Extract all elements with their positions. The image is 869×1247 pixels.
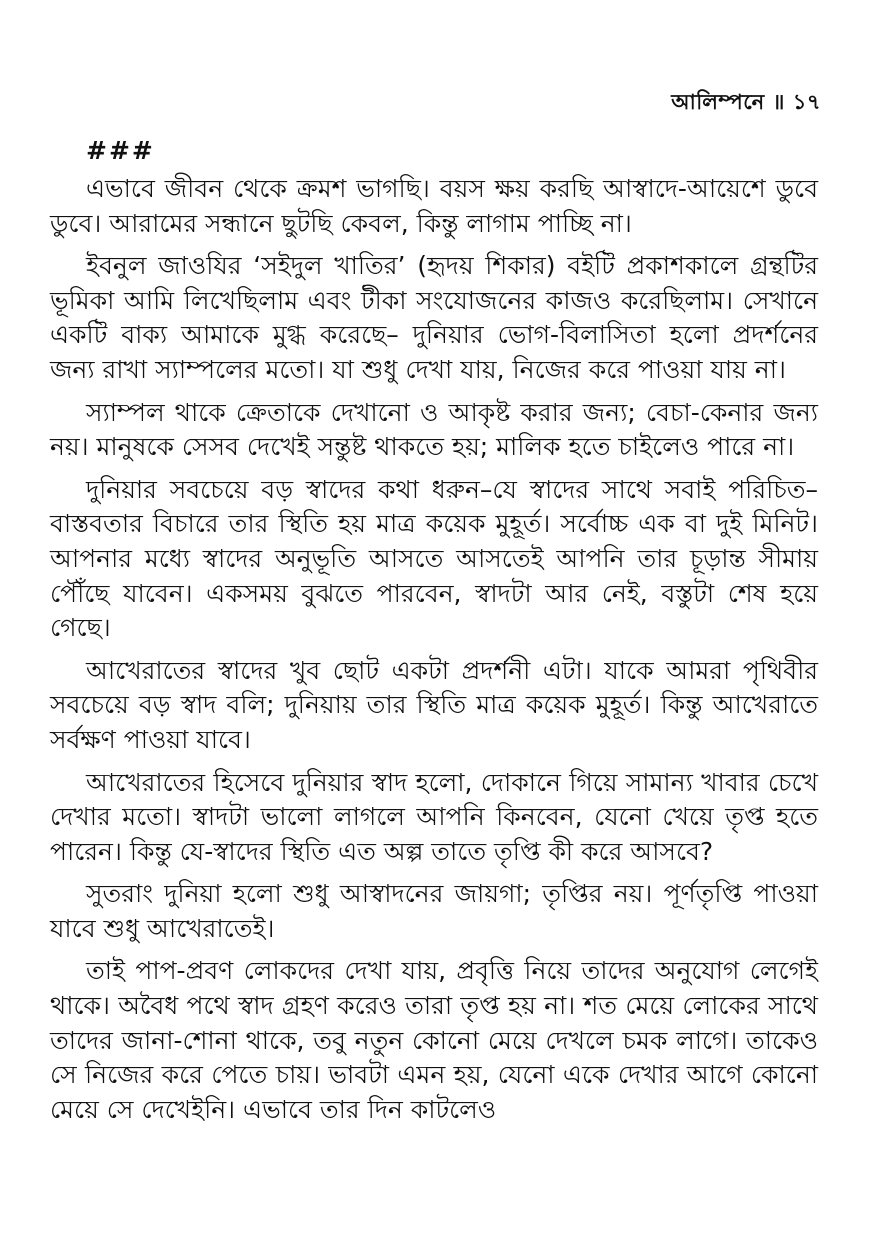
paragraph: আখেরাতের হিসেবে দুনিয়ার স্বাদ হলো, দোকানে গিয়ে সামান্য খাবার চেখে দেখার মতো। স্বাদটা ভালো লাগলে আপনি কিনবেন, যেনো খেয়ে তৃপ্ত হতে পারেন। কিন্তু যে-স্বাদের স্থিতি এত অল্প তাতে তৃপ্তি কী করে আসবে? [50,767,818,866]
body-text [50,172,818,1135]
paragraph: এভাবে জীবন থেকে ক্রমশ ভাগছি। বয়স ক্ষয় করছি আস্বাদে-আয়েশে ডুবে ডুবে। আরামের সন্ধানে ছুটছি কেবল, কিন্তু লাগাম পাচ্ছি না। [50,174,818,238]
running-header: আলিম্পনে ॥ ১৭ [671,90,821,114]
paragraph: স্যাম্পল থাকে ক্রেতাকে দেখানো ও আকৃষ্ট করার জন্য; বেচা-কেনার জন্য নয়। মানুষকে সেসব দেখেই সন্তুষ্ট থাকতে হয়; মালিক হতে চাইলেও পারে না। [50,397,818,462]
paragraph: আখেরাতের স্বাদের খুব ছোট একটা প্রদর্শনী এটা। যাকে আমরা পৃথিবীর সবচেয়ে বড় স্বাদ বলি; দুনিয়ায় তার স্থিতি মাত্র কয়েক মুহূর্ত। কিন্তু আখেরাতে সর্বক্ষণ পাওয়া যাবে। [50,655,818,754]
paragraph: ইবনুল জাওযির ‘সইদুল খাতির’ (হৃদয় শিকার) বইটি প্রকাশকালে গ্রন্থটির ভূমিকা আমি লিখেছিলাম এবং টীকা সংযোজনের কাজও করেছিলাম। সেখানে একটি বাক্য আমাকে মুগ্ধ করেছে– দুনিয়ার ভোগ-বিলাসিতা হলো প্রদর্শনের জন্য রাখা স্যাম্পলের মতো। যা শুধু দেখা যায়, নিজের করে পাওয়া যায় না। [50,251,818,384]
paragraph: সুতরাং দুনিয়া হলো শুধু আস্বাদনের জায়গা; তৃপ্তির নয়। পূর্ণতৃপ্তি পাওয়া যাবে শুধু আখেরাতেই। [50,879,818,943]
paragraph: দুনিয়ার সবচেয়ে বড় স্বাদের কথা ধরুন–যে স্বাদের সাথে সবাই পরিচিত–বাস্তবতার বিচারে তার স্থিতি হয় মাত্র কয়েক মুহূর্ত। সর্বোচ্চ এক বা দুই মিনিট। আপনার মধ্যে স্বাদের অনুভূতি আসতে আসতেই আপনি তার চূড়ান্ত সীমায় পৌঁছে যাবেন। একসময় বুঝতে পারবেন, স্বাদটা আর নেই, বস্তুটা শেষ হয়ে গেছে। [50,474,818,643]
section-mark: ### [86,136,155,165]
paragraph: তাই পাপ-প্রবণ লোকদের দেখা যায়, প্রবৃত্তি নিয়ে তাদের অনুযোগ লেগেই থাকে। অবৈধ পথে স্বাদ গ্রহণ করেও তারা তৃপ্ত হয় না। শত মেয়ে লোকের সাথে তাদের জানা-শোনা থাকে, তবু নতুন কোনো মেয়ে দেখলে চমক লাগে। তাকেও সে নিজের করে পেতে চায়। ভাবটা এমন হয়, যেনো একে দেখার আগে কোনো মেয়ে সে দেখেইনি। এভাবে তার দিন কাটলেও [50,956,818,1124]
